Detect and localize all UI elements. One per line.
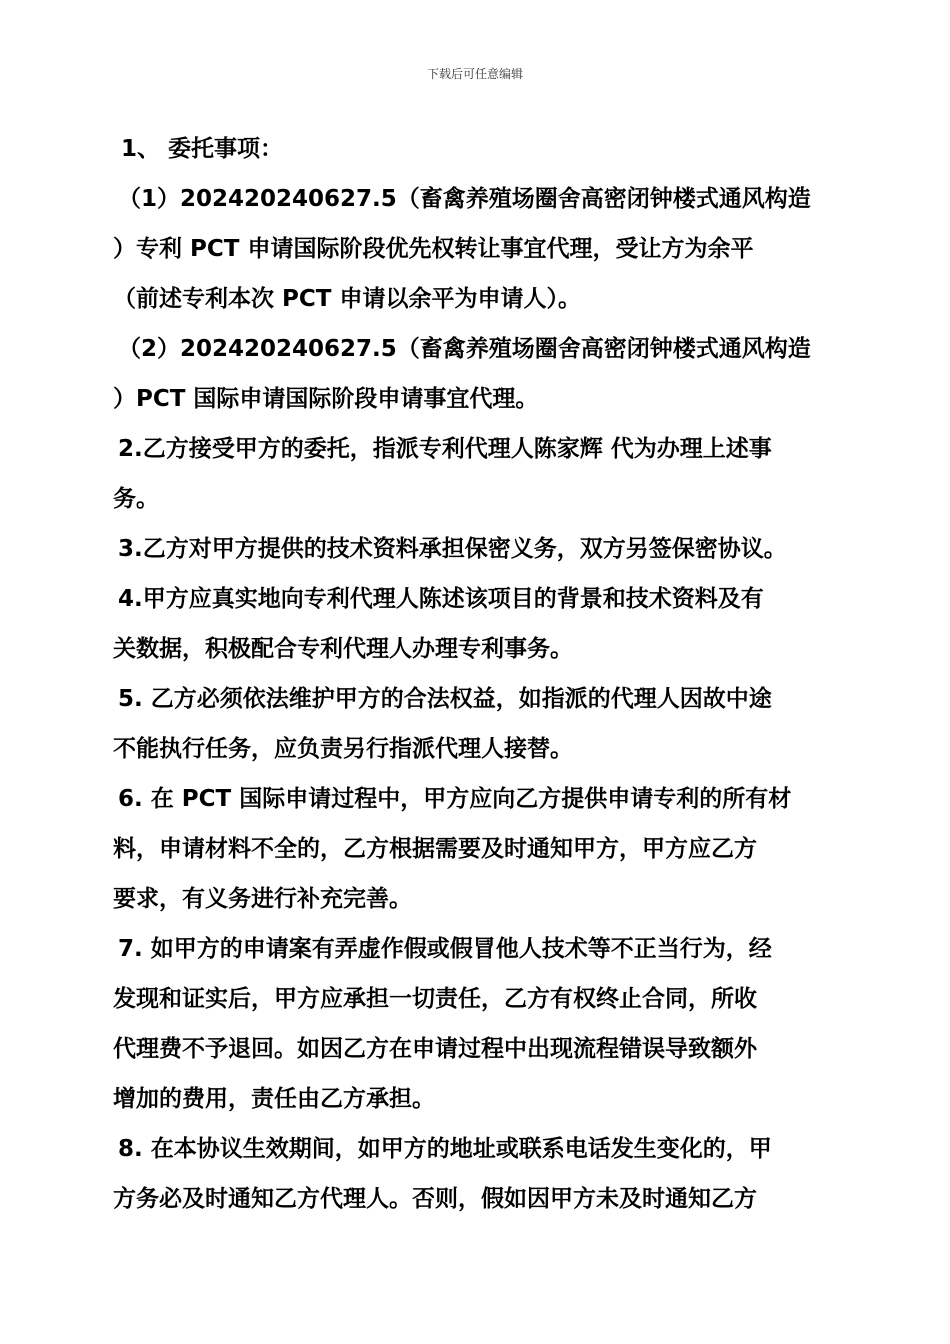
paragraph-line: ）PCT 国际申请国际阶段申请事宜代理。 <box>113 386 539 412</box>
paragraph-line: （1）202420240627.5（畜禽养殖场圈舍高密闭钟楼式通风构造 <box>118 186 811 212</box>
paragraph-line: 方务必及时通知乙方代理人。否则，假如因甲方未及时通知乙方 <box>113 1186 757 1212</box>
paragraph-line: （2）202420240627.5（畜禽养殖场圈舍高密闭钟楼式通风构造 <box>118 336 811 362</box>
paragraph-line: （前述专利本次 PCT 申请以余平为申请人）。 <box>113 286 581 312</box>
clause-1-item-1 <box>113 174 843 324</box>
clause-1-item-2 <box>113 324 843 424</box>
paragraph-line: 要求，有义务进行补充完善。 <box>113 886 412 912</box>
paragraph-line: 增加的费用，责任由乙方承担。 <box>113 1086 435 1112</box>
clause-4 <box>113 574 843 674</box>
clause-5 <box>113 674 843 774</box>
paragraph-line: 7. 如甲方的申请案有弄虚作假或假冒他人技术等不正当行为，经 <box>118 936 772 962</box>
paragraph-line: 关数据，积极配合专利代理人办理专利事务。 <box>113 636 573 662</box>
paragraph-line: 料，申请材料不全的，乙方根据需要及时通知甲方，甲方应乙方 <box>113 836 757 862</box>
section-heading <box>113 124 843 174</box>
paragraph-line: 务。 <box>113 486 159 512</box>
paragraph-line: 8. 在本协议生效期间，如甲方的地址或联系电话发生变化的，甲 <box>118 1136 772 1162</box>
document-body <box>113 124 843 1224</box>
clause-7 <box>113 924 843 1124</box>
paragraph-line: ）专利 PCT 申请国际阶段优先权转让事宜代理，受让方为余平 <box>113 236 754 262</box>
clause-2 <box>113 424 843 524</box>
paragraph-line: 3.乙方对甲方提供的技术资料承担保密义务，双方另签保密协议。 <box>118 536 787 562</box>
paragraph-line: 6. 在 PCT 国际申请过程中，甲方应向乙方提供申请专利的所有材 <box>118 786 792 812</box>
paragraph-line: 代理费不予退回。如因乙方在申请过程中出现流程错误导致额外 <box>113 1036 757 1062</box>
clause-3 <box>113 524 843 574</box>
clause-6 <box>113 774 843 924</box>
paragraph-line: 不能执行任务，应负责另行指派代理人接替。 <box>113 736 573 762</box>
page-header: 下载后可任意编辑 <box>426 67 523 81</box>
paragraph-line: 4.甲方应真实地向专利代理人陈述该项目的背景和技术资料及有 <box>118 586 764 612</box>
paragraph-line: 1、 委托事项： <box>121 136 284 162</box>
clause-8 <box>113 1124 843 1224</box>
paragraph-line: 发现和证实后，甲方应承担一切责任，乙方有权终止合同，所收 <box>113 986 757 1012</box>
paragraph-line: 2.乙方接受甲方的委托，指派专利代理人陈家辉 代为办理上述事 <box>118 436 772 462</box>
paragraph-line: 5. 乙方必须依法维护甲方的合法权益，如指派的代理人因故中途 <box>118 686 772 712</box>
